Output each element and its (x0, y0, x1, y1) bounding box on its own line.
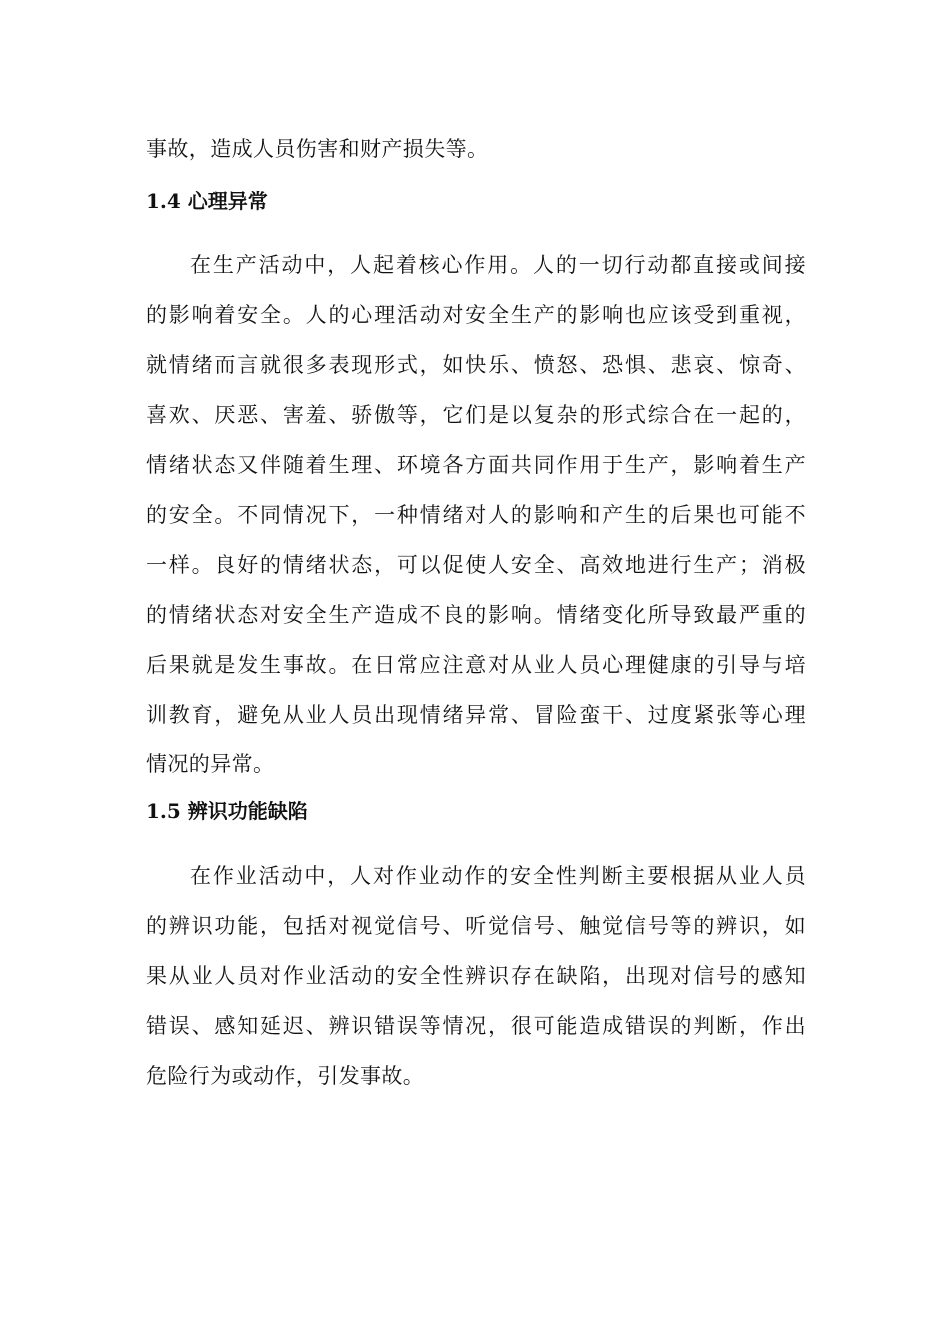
paragraph-line: 的影响着安全。人的心理活动对安全生产的影响也应该受到重视， (146, 303, 806, 327)
section-heading-1-4: 1.4 心理异常 (146, 189, 268, 213)
paragraph-line: 的情绪状态对安全生产造成不良的影响。情绪变化所导致最严重的 (146, 603, 806, 627)
paragraph-line: 情绪状态又伴随着生理、环境各方面共同作用于生产，影响着生产 (146, 453, 806, 477)
paragraph-line: 一样。良好的情绪状态，可以促使人安全、高效地进行生产；消极 (146, 553, 806, 577)
paragraph-line: 的辨识功能，包括对视觉信号、听觉信号、触觉信号等的辨识，如 (146, 914, 806, 938)
paragraph-line: 后果就是发生事故。在日常应注意对从业人员心理健康的引导与培 (146, 653, 806, 677)
paragraph-line: 在作业活动中，人对作业动作的安全性判断主要根据从业人员 (190, 864, 806, 888)
paragraph-line: 训教育，避免从业人员出现情绪异常、冒险蛮干、过度紧张等心理 (146, 703, 806, 727)
paragraph-line: 在生产活动中，人起着核心作用。人的一切行动都直接或间接 (190, 253, 806, 277)
paragraph-line: 事故，造成人员伤害和财产损失等。 (146, 137, 489, 161)
paragraph-line: 情况的异常。 (146, 752, 275, 776)
paragraph-line: 果从业人员对作业活动的安全性辨识存在缺陷，出现对信号的感知 (146, 964, 806, 988)
paragraph-line: 就情绪而言就很多表现形式，如快乐、愤怒、恐惧、悲哀、惊奇、 (146, 353, 806, 377)
section-heading-1-5: 1.5 辨识功能缺陷 (146, 799, 308, 823)
paragraph-line: 危险行为或动作，引发事故。 (146, 1064, 425, 1088)
paragraph-line: 错误、感知延迟、辨识错误等情况，很可能造成错误的判断，作出 (146, 1014, 806, 1038)
paragraph-line: 喜欢、厌恶、害羞、骄傲等，它们是以复杂的形式综合在一起的， (146, 403, 806, 427)
paragraph-line: 的安全。不同情况下，一种情绪对人的影响和产生的后果也可能不 (146, 503, 806, 527)
